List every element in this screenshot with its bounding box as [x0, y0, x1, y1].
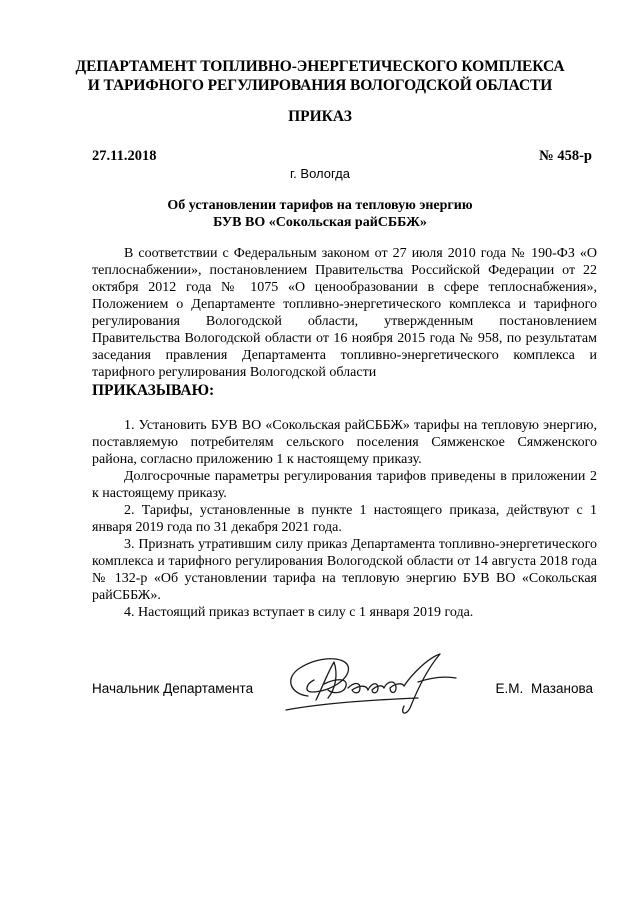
item-paragraph-2: 2. Тарифы, установленные в пункте 1 настоящего приказа, действуют с 1 января 2019 года по 31 декабря 2021 года. — [92, 503, 597, 535]
item-paragraph-1-note: Долгосрочные параметры регулирования тарифов приведены в приложении 2 к настоящему приказу. — [92, 469, 597, 501]
document-city: г. Вологда — [290, 166, 350, 181]
handwritten-signature — [278, 648, 463, 720]
issuer-header — [60, 57, 580, 95]
signatory-title: Начальник Департамента — [92, 681, 254, 696]
signatory-name: Е.М. Мазанова — [495, 681, 593, 696]
issuer-line-1: ДЕПАРТАМЕНТ ТОПЛИВНО-ЭНЕРГЕТИЧЕСКОГО КОМПЛЕКСА — [75, 58, 565, 75]
issuer-line-2: И ТАРИФНОГО РЕГУЛИРОВАНИЯ ВОЛОГОДСКОЙ ОБЛАСТИ — [87, 77, 553, 94]
command-word: ПРИКАЗЫВАЮ: — [92, 382, 215, 399]
document-type: ПРИКАЗ — [288, 108, 352, 125]
item-paragraph-3: 3. Признать утратившим силу приказ Департамента топливно-энергетического комплекса и тарифного регулирования Вологодской области от 14 августа 2018 года № 132-р «Об установлении тарифа на тепловую энергию БУВ ВО «Сокольская райСББЖ». — [92, 537, 597, 603]
document-body — [92, 245, 597, 621]
document-date: 27.11.2018 — [92, 148, 157, 164]
document-number: № 458-р — [539, 148, 592, 164]
item-paragraph-4: 4. Настоящий приказ вступает в силу с 1 января 2019 года. — [124, 605, 474, 620]
item-paragraph-1: 1. Установить БУВ ВО «Сокольская райСББЖ» тарифы на тепловую энергию, поставляемую потребителям сельского поселения Сямженское Сямженского района, согласно приложению 1 к настоящему приказу. — [92, 418, 597, 467]
preamble-paragraph: В соответствии с Федеральным законом от 27 июля 2010 года № 190-ФЗ «О теплоснабжении», постановлением Правительства Российской Федерации от 22 октября 2012 года № 1075 «О ценообразовании в сфере теплоснабжения», Положением о Департаменте топливно-энергетического комплекса и тарифного регулирования Вологодской области, утвержденным постановлением Правительства Вологодской области от 16 ноября 2015 года № 958, по результатам заседания правления Департамента топливно-энергетического комплекса и тарифного регулирования Вологодской области — [92, 246, 597, 380]
subject-line-2: БУВ ВО «Сокольская райСББЖ» — [213, 215, 427, 230]
document-subject — [60, 197, 580, 231]
subject-line-1: Об установлении тарифов на тепловую энергию — [167, 198, 473, 213]
